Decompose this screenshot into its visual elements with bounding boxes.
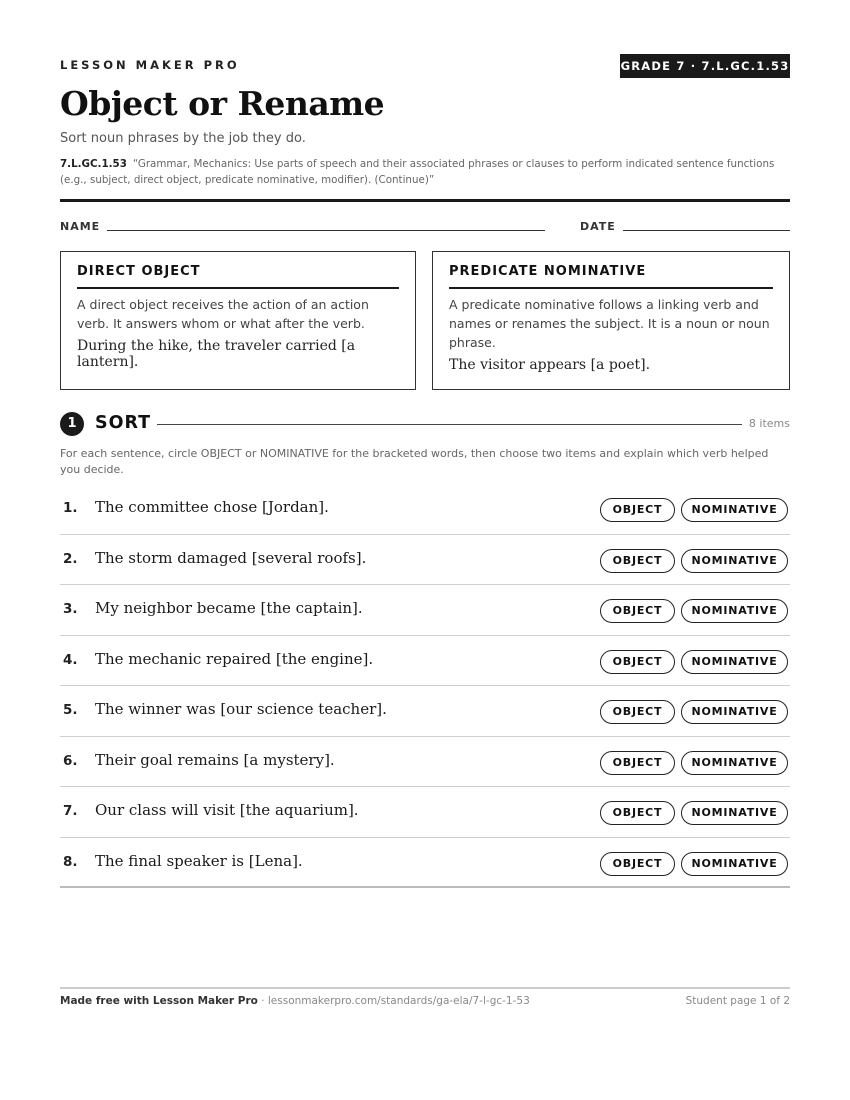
nominative-choice-button[interactable]: NOMINATIVE (681, 599, 788, 623)
name-label: NAME (60, 220, 101, 233)
standard-code: 7.L.GC.1.53 (60, 158, 127, 170)
footer-made-with: Made free with Lesson Maker Pro (60, 995, 258, 1007)
item-sentence: My neighbor became [the captain]. (95, 599, 363, 617)
object-choice-button[interactable]: OBJECT (600, 801, 675, 825)
list-item (60, 636, 790, 687)
nominative-choice-button[interactable]: NOMINATIVE (681, 801, 788, 825)
list-item (60, 585, 790, 636)
box-example: The visitor appears [a poet]. (449, 357, 651, 373)
item-sentence: The winner was [our science teacher]. (95, 700, 387, 718)
object-choice-button[interactable]: OBJECT (600, 650, 675, 674)
object-choice-button[interactable]: OBJECT (600, 852, 675, 876)
item-sentence: The mechanic repaired [the engine]. (95, 649, 374, 668)
item-sentence: Our class will visit [the aquarium]. (95, 801, 359, 819)
nominative-choice-button[interactable]: NOMINATIVE (681, 549, 788, 573)
item-sentence: The committee chose [Jordan]. (95, 498, 329, 516)
object-choice-button[interactable]: OBJECT (600, 599, 675, 623)
item-number: 3. (63, 601, 78, 617)
brand-name: LESSON MAKER PRO (60, 58, 240, 72)
predicate-nominative-box (432, 251, 790, 390)
nominative-choice-button[interactable]: NOMINATIVE (681, 751, 788, 775)
object-choice-button[interactable]: OBJECT (600, 751, 675, 775)
direct-object-box (60, 251, 416, 390)
box-definition: A direct object receives the action of an action verb. It answers whom or what after the verb. (77, 297, 369, 331)
standard-text: “Grammar, Mechanics: Use parts of speech and their associated phrases or clauses to perform indicated sentence functions (e.g., subject, direct object, predicate nominative, modifier). (Continue)” (60, 158, 775, 186)
nominative-choice-button[interactable]: NOMINATIVE (681, 700, 788, 724)
object-choice-button[interactable]: OBJECT (600, 700, 675, 724)
box-heading: DIRECT OBJECT (77, 264, 399, 289)
list-item (60, 838, 790, 889)
item-number: 1. (63, 500, 78, 516)
item-sentence: Their goal remains [a mystery]. (95, 750, 335, 769)
sort-items-list (60, 484, 790, 888)
section-instructions: For each sentence, circle OBJECT or NOMINATIVE for the bracketed words, then choose two items and explain which verb helped you decide. (60, 447, 769, 476)
section-divider (157, 424, 742, 425)
item-number: 5. (63, 702, 78, 718)
list-item (60, 737, 790, 788)
object-choice-button[interactable]: OBJECT (600, 498, 675, 522)
list-item (60, 686, 790, 737)
date-field[interactable] (623, 230, 790, 231)
page-subtitle: Sort noun phrases by the job they do. (60, 131, 306, 146)
nominative-choice-button[interactable]: NOMINATIVE (681, 852, 788, 876)
list-item (60, 787, 790, 838)
item-sentence: The final speaker is [Lena]. (95, 851, 303, 870)
item-number: 6. (63, 752, 78, 769)
name-field[interactable] (107, 230, 545, 231)
box-heading: PREDICATE NOMINATIVE (449, 264, 773, 289)
object-choice-button[interactable]: OBJECT (600, 549, 675, 573)
footer-page-number: Student page 1 of 2 (685, 995, 790, 1007)
item-number: 2. (63, 550, 78, 567)
standard-description (60, 156, 790, 188)
box-definition: A predicate nominative follows a linking verb and names or renames the subject. It is a noun or noun phrase. (449, 297, 770, 350)
page-title: Object or Rename (60, 84, 385, 123)
date-label: DATE (580, 220, 616, 233)
item-number: 8. (63, 853, 78, 870)
footer-url[interactable]: · lessonmakerpro.com/standards/ga-ela/7-l-gc-1-53 (257, 995, 530, 1007)
item-number: 4. (63, 651, 78, 668)
box-example: During the hike, the traveler carried [a lantern]. (77, 338, 356, 370)
item-number: 7. (63, 803, 78, 819)
section-number-badge: 1 (60, 412, 84, 436)
grade-badge: GRADE 7 · 7.L.GC.1.53 (620, 54, 790, 78)
header-divider (60, 199, 790, 202)
footer-credit (60, 995, 530, 1007)
nominative-choice-button[interactable]: NOMINATIVE (681, 650, 788, 674)
nominative-choice-button[interactable]: NOMINATIVE (681, 498, 788, 522)
footer-divider (60, 987, 790, 989)
list-item (60, 484, 790, 535)
list-item (60, 535, 790, 586)
item-count: 8 items (748, 417, 790, 430)
section-title: SORT (95, 413, 152, 433)
item-sentence: The storm damaged [several roofs]. (95, 548, 367, 567)
